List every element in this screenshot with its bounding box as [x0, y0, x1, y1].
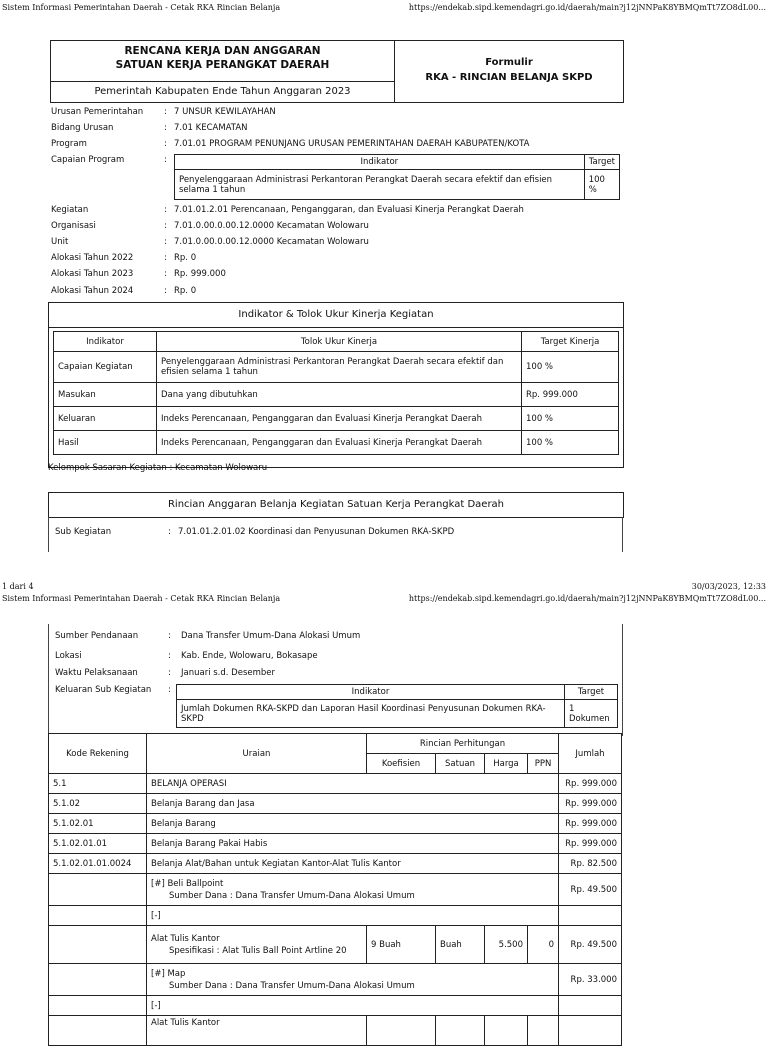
table-row	[54, 352, 619, 383]
info-label: Sumber Pendanaan	[55, 631, 139, 641]
indikator-cell: Masukan	[54, 383, 157, 407]
info-label: Alokasi Tahun 2023	[51, 269, 134, 279]
th-harga: Harga	[485, 754, 528, 774]
info-value: 7 UNSUR KEWILAYAHAN	[174, 107, 276, 117]
indikator-cell: Capaian Kegiatan	[54, 352, 157, 383]
info-value: 7.01.01.2.01.02 Koordinasi dan Penyusunan Dokumen RKA-SKPD	[178, 527, 455, 537]
kelompok-sasaran: Kelompok Sasaran Kegiatan : Kecamatan Wolowaru	[48, 463, 268, 473]
item-name: Alat Tulis Kantor	[147, 1016, 367, 1046]
uraian-cell: BELANJA OPERASI	[147, 774, 559, 794]
capaian-target: 100 %	[584, 170, 619, 200]
item-name: Alat Tulis Kantor	[151, 933, 220, 944]
item-koefisien: 9 Buah	[367, 926, 436, 964]
title-line-2: SATUAN KERJA PERANGKAT DAERAH	[115, 59, 330, 71]
kode-cell: 5.1.02.01	[49, 814, 147, 834]
formulir-label: Formulir	[485, 57, 533, 68]
page-number: 1 dari 4	[2, 582, 34, 591]
target-cell: 100 %	[522, 352, 619, 383]
kode-cell: 5.1	[49, 774, 147, 794]
group-dash: [-]	[147, 906, 559, 926]
jumlah-cell: Rp. 82.500	[559, 854, 622, 874]
info-label: Organisasi	[51, 221, 96, 231]
indikator-section-title: Indikator & Tolok Ukur Kinerja Kegiatan	[49, 303, 623, 328]
keluaran-target: 1 Dokumen	[565, 700, 618, 728]
indikator-section	[48, 302, 624, 468]
print-timestamp: 30/03/2023, 12:33	[691, 582, 766, 591]
print-header-url: https://endekab.sipd.kemendagri.go.id/daerah/main?j12jNNPaK8YBMQmTt7ZO8dL00...	[408, 594, 766, 603]
rincian-section-title: Rincian Anggaran Belanja Kegiatan Satuan Kerja Perangkat Daerah	[48, 492, 624, 518]
uraian-cell: Belanja Barang	[147, 814, 559, 834]
formulir-name: RKA - RINCIAN BELANJA SKPD	[425, 72, 593, 83]
item-spec: Spesifikasi : Alat Tulis Ball Point Artline 20	[169, 945, 347, 956]
table-row	[49, 996, 622, 1016]
jumlah-cell: Rp. 999.000	[559, 774, 622, 794]
th-uraian: Uraian	[147, 734, 367, 774]
info-value: Januari s.d. Desember	[181, 668, 276, 678]
table-row	[49, 964, 622, 996]
rincian-table	[48, 733, 622, 1046]
group-sumber: Sumber Dana : Dana Transfer Umum-Dana Alokasi Umum	[169, 890, 415, 901]
indikator-table	[53, 331, 619, 455]
info-value: Rp. 0	[174, 253, 197, 263]
info-value: Rp. 999.000	[174, 269, 226, 279]
table-row	[54, 431, 619, 455]
formulir-panel	[395, 41, 623, 102]
th-kode: Kode Rekening	[49, 734, 147, 774]
uraian-cell: Belanja Barang dan Jasa	[147, 794, 559, 814]
target-cell: Rp. 999.000	[522, 383, 619, 407]
print-header-title: Sistem Informasi Pemerintahan Daerah - Cetak RKA Rincian Belanja	[2, 3, 281, 12]
uraian-cell: Belanja Barang Pakai Habis	[147, 834, 559, 854]
info-label: Sub Kegiatan	[55, 527, 112, 537]
info-label: Urusan Pemerintahan	[51, 107, 144, 117]
capaian-header-target: Target	[584, 155, 619, 170]
indikator-th-indikator: Indikator	[54, 332, 157, 352]
title-left-panel	[51, 41, 395, 102]
info-value: 7.01.0.00.0.00.12.0000 Kecamatan Wolowaru	[174, 237, 369, 247]
table-row	[54, 383, 619, 407]
info-label: Program	[51, 139, 87, 149]
capaian-header-indikator: Indikator	[175, 155, 585, 170]
table-row	[49, 874, 622, 906]
tolok-cell: Penyelenggaraan Administrasi Perkantoran Perangkat Daerah secara efektif dan efisien selama 1 tahun	[157, 352, 522, 383]
group-sumber: Sumber Dana : Dana Transfer Umum-Dana Alokasi Umum	[169, 980, 415, 991]
th-satuan: Satuan	[436, 754, 485, 774]
indikator-cell: Keluaran	[54, 407, 157, 431]
print-header-title: Sistem Informasi Pemerintahan Daerah - Cetak RKA Rincian Belanja	[2, 594, 281, 603]
keluaran-th-target: Target	[565, 685, 618, 700]
title-line-1: RENCANA KERJA DAN ANGGARAN	[124, 45, 321, 57]
info-label: Unit	[51, 237, 69, 247]
info-value: 7.01 KECAMATAN	[174, 123, 248, 133]
th-ppn: PPN	[528, 754, 559, 774]
item-satuan: Buah	[436, 926, 485, 964]
info-label: Bidang Urusan	[51, 123, 114, 133]
tolok-cell: Indeks Perencanaan, Penganggaran dan Evaluasi Kinerja Perangkat Daerah	[157, 431, 522, 455]
table-row	[49, 854, 622, 874]
tolok-cell: Dana yang dibutuhkan	[157, 383, 522, 407]
target-cell: 100 %	[522, 407, 619, 431]
group-jumlah: Rp. 49.500	[559, 874, 622, 906]
info-label: Lokasi	[55, 651, 82, 661]
indikator-cell: Hasil	[54, 431, 157, 455]
indikator-th-tolok: Tolok Ukur Kinerja	[157, 332, 522, 352]
item-harga: 5.500	[485, 926, 528, 964]
jumlah-cell: Rp. 999.000	[559, 814, 622, 834]
kode-cell: 5.1.02	[49, 794, 147, 814]
kode-cell: 5.1.02.01.01	[49, 834, 147, 854]
capaian-program-table	[174, 154, 620, 200]
table-row	[49, 906, 622, 926]
table-row	[49, 926, 622, 964]
capaian-indikator: Penyelenggaraan Administrasi Perkantoran Perangkat Daerah secara efektif dan efisien selama 1 tahun	[175, 170, 585, 200]
th-jumlah: Jumlah	[559, 734, 622, 774]
jumlah-cell: Rp. 999.000	[559, 794, 622, 814]
th-koefisien: Koefisien	[367, 754, 436, 774]
th-rincian: Rincian Perhitungan	[367, 734, 559, 754]
info-value: Rp. 0	[174, 286, 197, 296]
group-title: [#] Map	[151, 968, 186, 979]
title-subtitle: Pemerintah Kabupaten Ende Tahun Anggaran 2023	[51, 81, 394, 102]
target-cell: 100 %	[522, 431, 619, 455]
tolok-cell: Indeks Perencanaan, Penganggaran dan Evaluasi Kinerja Perangkat Daerah	[157, 407, 522, 431]
info-label: Alokasi Tahun 2024	[51, 286, 134, 296]
jumlah-cell: Rp. 999.000	[559, 834, 622, 854]
kode-cell: 5.1.02.01.01.0024	[49, 854, 147, 874]
keluaran-indikator: Jumlah Dokumen RKA-SKPD dan Laporan Hasil Koordinasi Penyusunan Dokumen RKA-SKPD	[177, 700, 565, 728]
print-header-url: https://endekab.sipd.kemendagri.go.id/daerah/main?j12jNNPaK8YBMQmTt7ZO8dL00...	[408, 3, 766, 12]
info-value: Dana Transfer Umum-Dana Alokasi Umum	[181, 631, 361, 641]
info-value: 7.01.0.00.0.00.12.0000 Kecamatan Wolowaru	[174, 221, 369, 231]
group-jumlah: Rp. 33.000	[559, 964, 622, 996]
group-title: [#] Beli Ballpoint	[151, 878, 224, 889]
info-label: Waktu Pelaksanaan	[55, 668, 138, 678]
keluaran-th-indikator: Indikator	[177, 685, 565, 700]
indikator-th-target: Target Kinerja	[522, 332, 619, 352]
keluaran-table	[176, 684, 618, 728]
table-row	[49, 834, 622, 854]
info-label: Keluaran Sub Kegiatan	[55, 685, 152, 695]
info-label: Capaian Program	[51, 155, 125, 165]
item-ppn: 0	[528, 926, 559, 964]
table-row	[49, 774, 622, 794]
item-jumlah: Rp. 49.500	[559, 926, 622, 964]
document-title-box	[50, 40, 624, 103]
info-value: 7.01.01.2.01 Perencanaan, Penganggaran, dan Evaluasi Kinerja Perangkat Daerah	[174, 205, 524, 215]
table-row	[49, 1016, 622, 1046]
table-row	[54, 407, 619, 431]
info-value: Kab. Ende, Wolowaru, Bokasape	[181, 651, 318, 661]
group-dash: [-]	[147, 996, 559, 1016]
info-label: Kegiatan	[51, 205, 89, 215]
uraian-cell: Belanja Alat/Bahan untuk Kegiatan Kantor-Alat Tulis Kantor	[147, 854, 559, 874]
table-row	[49, 794, 622, 814]
table-row	[49, 814, 622, 834]
info-value: 7.01.01 PROGRAM PENUNJANG URUSAN PEMERINTAHAN DAERAH KABUPATEN/KOTA	[174, 139, 530, 149]
info-label: Alokasi Tahun 2022	[51, 253, 134, 263]
